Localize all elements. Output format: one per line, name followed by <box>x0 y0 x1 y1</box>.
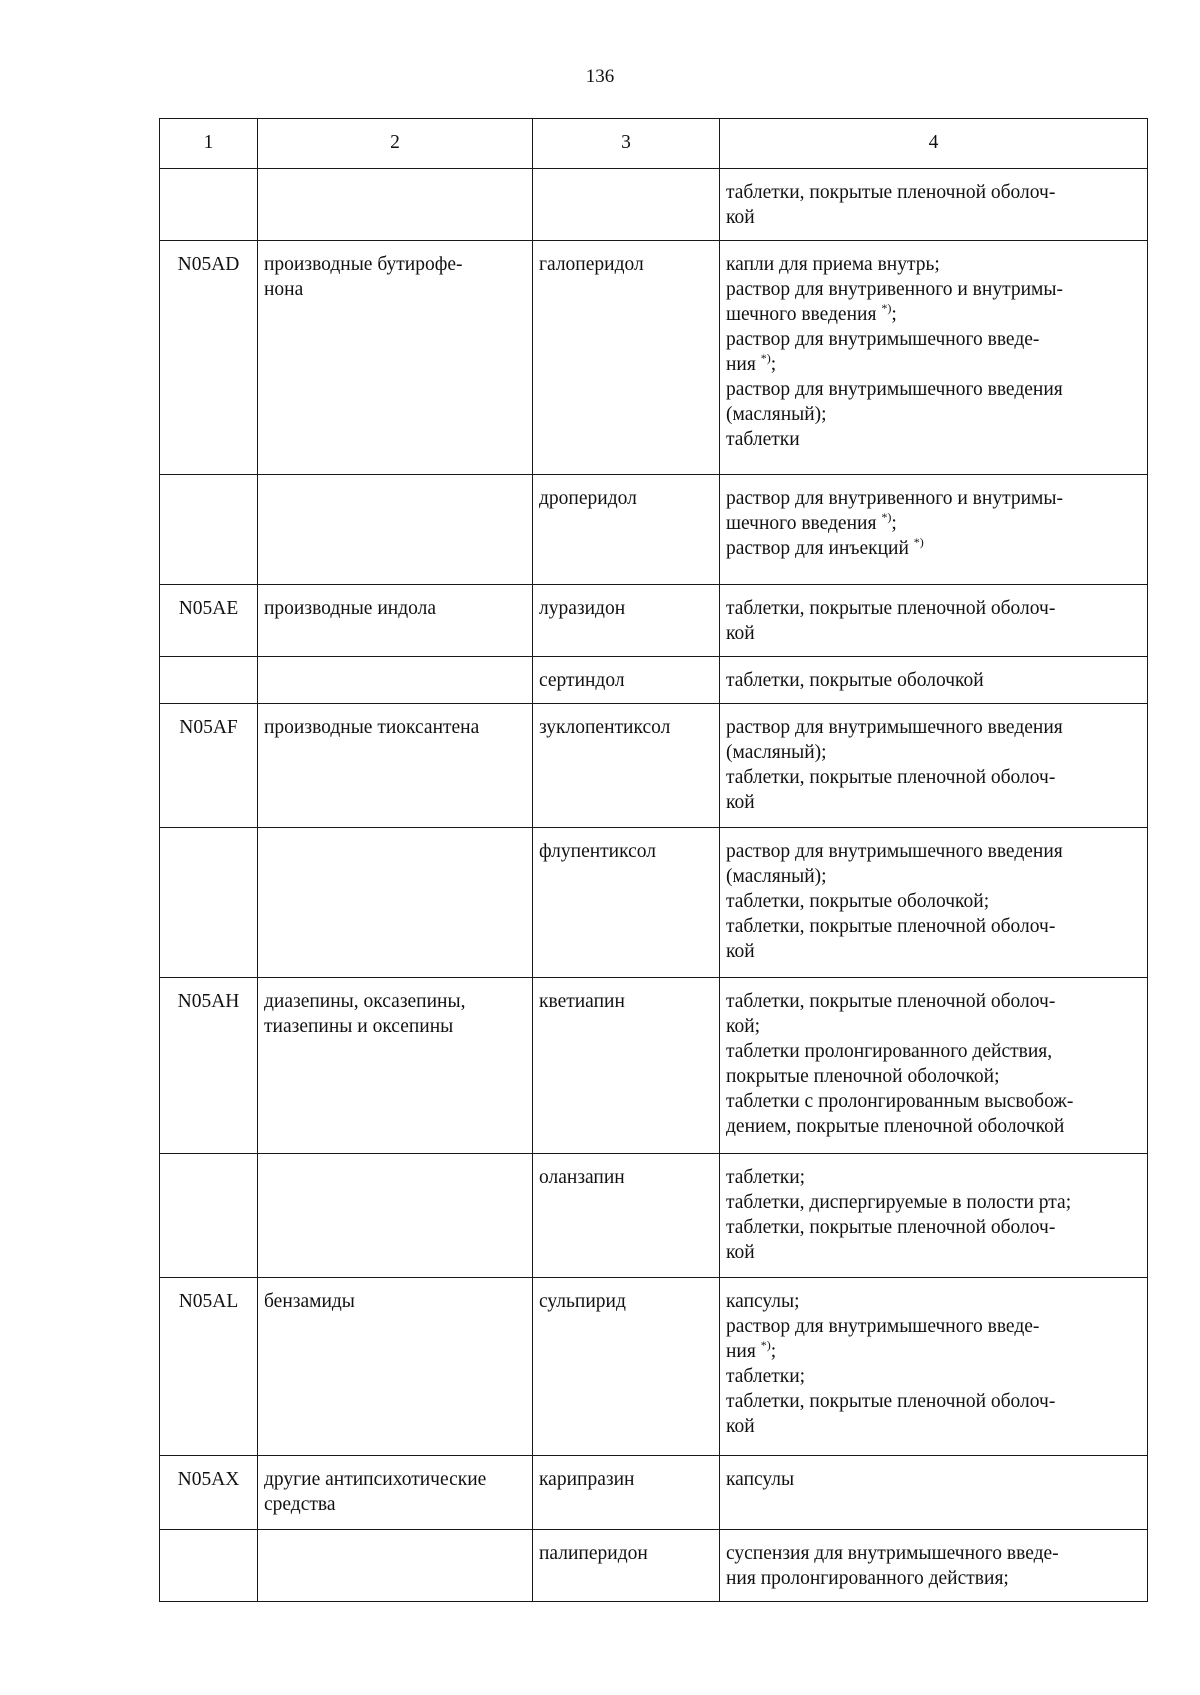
drug-name-cell: сульпирид <box>533 1278 720 1456</box>
pharmacological-group-cell: другие антипсихотические средства <box>258 1456 533 1530</box>
table-row <box>160 657 1148 704</box>
atc-code-cell: N05AE <box>160 585 258 657</box>
dosage-forms-cell: таблетки; таблетки, диспергируемые в полости рта; таблетки, покрытые пленочной оболоч- кой <box>720 1154 1148 1278</box>
drug-name-cell: оланзапин <box>533 1154 720 1278</box>
atc-code-cell <box>160 828 258 978</box>
dosage-forms-cell: суспензия для внутримышечного введе- ния пролонгированного действия; <box>720 1530 1148 1602</box>
pharmacological-group-cell: производные бутирофе- нона <box>258 241 533 475</box>
pharmacological-group-cell: производные индола <box>258 585 533 657</box>
footnote-mark: *) <box>881 510 892 524</box>
table-row <box>160 1154 1148 1278</box>
table-row <box>160 1530 1148 1602</box>
atc-code-cell: N05AH <box>160 978 258 1154</box>
atc-code-cell <box>160 169 258 241</box>
pharmacological-group-cell: диазепины, оксазепины, тиазепины и оксепины <box>258 978 533 1154</box>
atc-code-cell: N05AF <box>160 704 258 828</box>
pharmacological-group-cell: бензамиды <box>258 1278 533 1456</box>
pharmacological-group-cell <box>258 828 533 978</box>
drug-name-cell: кветиапин <box>533 978 720 1154</box>
dosage-forms-cell: раствор для внутривенного и внутримы- шечного введения *); раствор для инъекций *) <box>720 475 1148 585</box>
dosage-forms-cell: таблетки, покрытые пленочной оболоч- кой; таблетки пролонгированного действия, покрытые пленочной оболочкой; таблетки с пролонгированным высвобож- дением, покрытые пленочной оболочкой <box>720 978 1148 1154</box>
atc-code-cell <box>160 657 258 704</box>
table-row <box>160 241 1148 475</box>
table-row <box>160 978 1148 1154</box>
drug-table <box>159 118 1148 1602</box>
drug-name-cell: флупентиксол <box>533 828 720 978</box>
table-row <box>160 704 1148 828</box>
pharmacological-group-cell <box>258 657 533 704</box>
table-row <box>160 1456 1148 1530</box>
dosage-forms-cell: капсулы; раствор для внутримышечного введе- ния *); таблетки; таблетки, покрытые пленочной оболоч- кой <box>720 1278 1148 1456</box>
atc-code-cell <box>160 475 258 585</box>
table-row <box>160 475 1148 585</box>
atc-code-cell: N05AL <box>160 1278 258 1456</box>
table-row <box>160 585 1148 657</box>
pharmacological-group-cell <box>258 1154 533 1278</box>
table-body <box>160 169 1148 1602</box>
drug-name-cell: зуклопентиксол <box>533 704 720 828</box>
drug-name-cell: сертиндол <box>533 657 720 704</box>
footnote-mark: *) <box>760 351 771 365</box>
column-header-1: 1 <box>160 119 258 169</box>
drug-name-cell: карипразин <box>533 1456 720 1530</box>
drug-name-cell: дроперидол <box>533 475 720 585</box>
atc-code-cell: N05AX <box>160 1456 258 1530</box>
dosage-forms-cell: раствор для внутримышечного введения (масляный); таблетки, покрытые пленочной оболоч- кой <box>720 704 1148 828</box>
page-number: 136 <box>585 66 615 87</box>
column-header-2: 2 <box>258 119 533 169</box>
dosage-forms-cell: капсулы <box>720 1456 1148 1530</box>
drug-name-cell <box>533 169 720 241</box>
footnote-mark: *) <box>913 535 924 549</box>
drug-name-cell: палиперидон <box>533 1530 720 1602</box>
column-header-3: 3 <box>533 119 720 169</box>
footnote-mark: *) <box>760 1338 771 1352</box>
atc-code-cell: N05AD <box>160 241 258 475</box>
column-header-4: 4 <box>720 119 1148 169</box>
dosage-forms-cell: таблетки, покрытые пленочной оболоч- кой <box>720 169 1148 241</box>
dosage-forms-cell: капли для приема внутрь; раствор для внутривенного и внутримы- шечного введения *); раствор для внутримышечного введе- ния *); раствор для внутримышечного введения (масляный); таблетки <box>720 241 1148 475</box>
pharmacological-group-cell: производные тиоксантена <box>258 704 533 828</box>
pharmacological-group-cell <box>258 169 533 241</box>
drug-name-cell: луразидон <box>533 585 720 657</box>
dosage-forms-cell: таблетки, покрытые оболочкой <box>720 657 1148 704</box>
table-row <box>160 169 1148 241</box>
pharmacological-group-cell <box>258 1530 533 1602</box>
table-row <box>160 1278 1148 1456</box>
pharmacological-group-cell <box>258 475 533 585</box>
drug-name-cell: галоперидол <box>533 241 720 475</box>
table-row <box>160 828 1148 978</box>
atc-code-cell <box>160 1530 258 1602</box>
atc-code-cell <box>160 1154 258 1278</box>
dosage-forms-cell: таблетки, покрытые пленочной оболоч- кой <box>720 585 1148 657</box>
table-header-row <box>160 119 1148 169</box>
dosage-forms-cell: раствор для внутримышечного введения (масляный); таблетки, покрытые оболочкой; таблетки, покрытые пленочной оболоч- кой <box>720 828 1148 978</box>
footnote-mark: *) <box>881 301 892 315</box>
